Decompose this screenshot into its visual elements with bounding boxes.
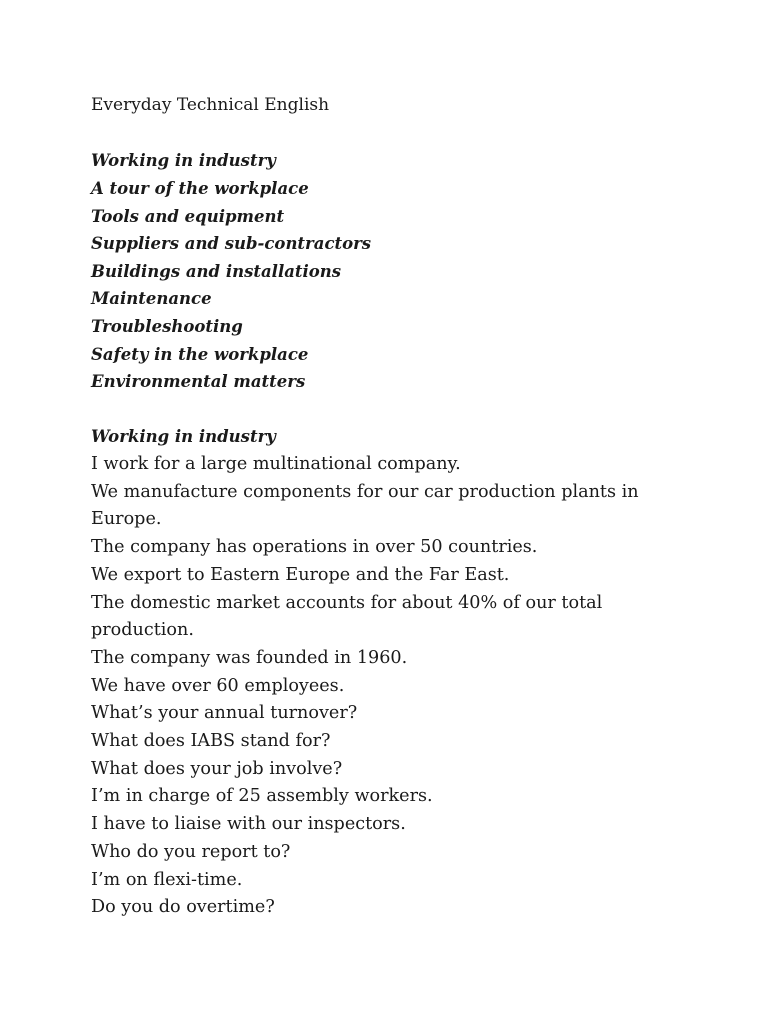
- contents-item: Buildings and installations: [91, 261, 342, 281]
- sentence-line: We export to Eastern Europe and the Far East.: [91, 564, 510, 585]
- sentence-line: Do you do overtime?: [91, 897, 275, 918]
- contents-item: Safety in the workplace: [91, 344, 309, 364]
- section-lines: [91, 451, 691, 922]
- document-page: [91, 92, 691, 922]
- sentence-line: We manufacture components for our car production plants in Europe.: [91, 481, 639, 530]
- spacer: [91, 120, 691, 148]
- sentence-line: Who do you report to?: [91, 841, 291, 862]
- sentence-line: What’s your annual turnover?: [91, 703, 358, 724]
- sentence-line: I work for a large multinational company.: [91, 454, 461, 475]
- document-title: Everyday Technical English: [91, 95, 330, 115]
- sentence-line: What does IABS stand for?: [91, 731, 331, 752]
- contents-item: Suppliers and sub-contractors: [91, 234, 372, 254]
- contents-item: Troubleshooting: [91, 316, 243, 336]
- sentence-line: What does your job involve?: [91, 758, 343, 779]
- sentence-line: The domestic market accounts for about 40% of our total production.: [91, 592, 603, 641]
- contents-item: Environmental matters: [91, 372, 306, 392]
- sentence-line: The company has operations in over 50 countries.: [91, 537, 538, 558]
- sentence-line: We have over 60 employees.: [91, 675, 345, 696]
- sentence-line: The company was founded in 1960.: [91, 647, 408, 668]
- contents-item: A tour of the workplace: [91, 178, 309, 198]
- sentence-line: I have to liaise with our inspectors.: [91, 814, 406, 835]
- contents-item: Working in industry: [91, 151, 276, 171]
- sentence-line: I’m on flexi-time.: [91, 869, 243, 890]
- contents-item: Tools and equipment: [91, 206, 285, 226]
- spacer: [91, 396, 691, 424]
- sentence-line: I’m in charge of 25 assembly workers.: [91, 786, 433, 807]
- contents-item: Maintenance: [91, 289, 212, 309]
- contents-list: [91, 147, 691, 395]
- section-heading: Working in industry: [91, 427, 276, 447]
